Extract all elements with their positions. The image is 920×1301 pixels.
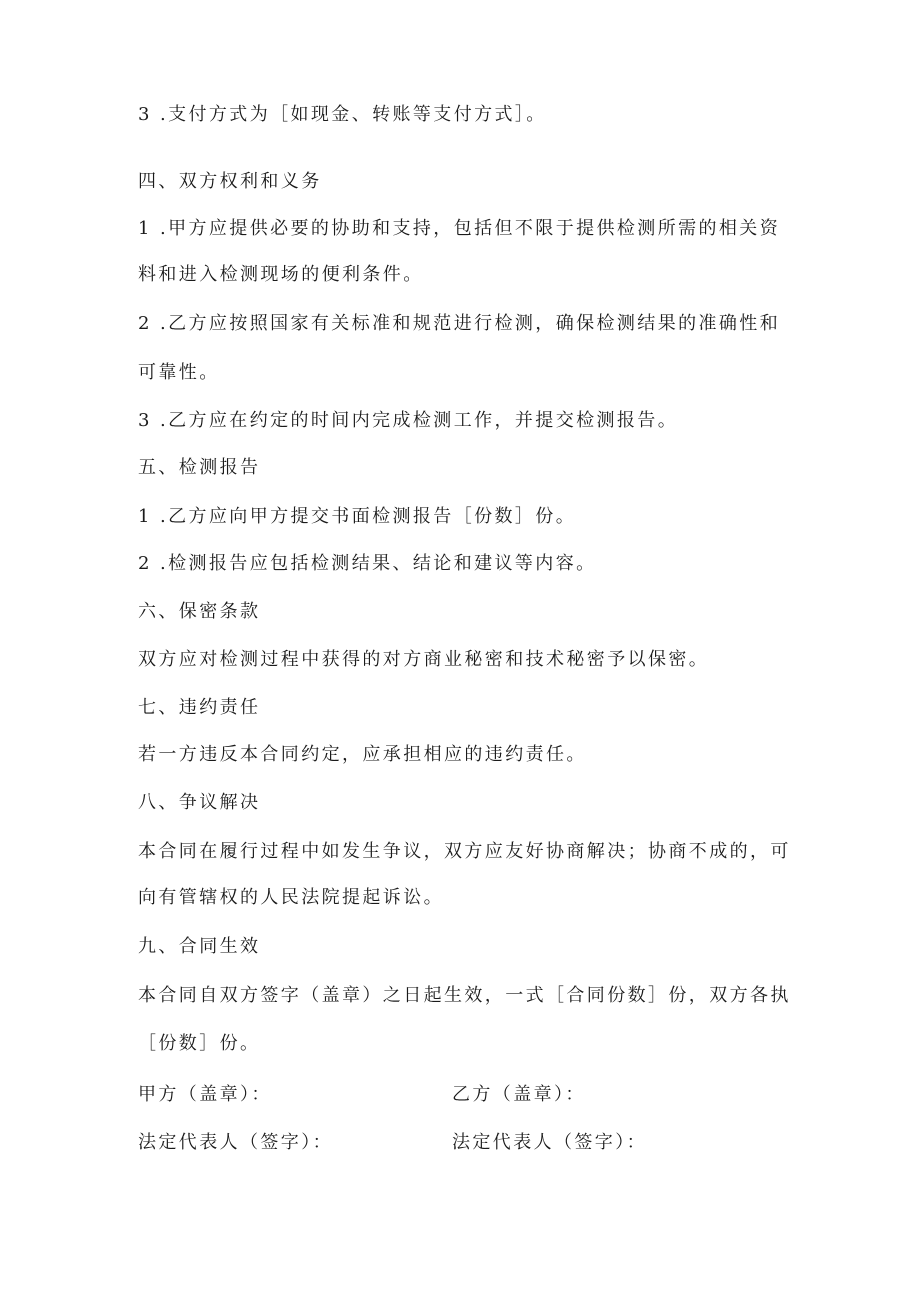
party-b-representative-label: 法定代表人（签字）： [452,1132,647,1153]
section-5-item-1: 1 .乙方应向甲方提交书面检测报告［份数］份。 [138,506,577,527]
section-4-item-1-line-1: 1 .甲方应提供必要的协助和支持，包括但不限于提供检测所需的相关资 [138,218,781,239]
section-9-title: 九、合同生效 [138,936,261,957]
section-6-text: 双方应对检测过程中获得的对方商业秘密和技术秘密予以保密。 [138,649,710,670]
party-a-representative-label: 法定代表人（签字）： [138,1132,333,1153]
section-4-title: 四、双方权利和义务 [138,171,322,192]
section-5-item-2: 2 .检测报告应包括检测结果、结论和建议等内容。 [138,553,597,574]
party-a-seal-label: 甲方（盖章）： [138,1084,272,1105]
section-5-title: 五、检测报告 [138,457,261,478]
section-7-text: 若一方违反本合同约定，应承担相应的违约责任。 [138,744,587,765]
section-8-line-2: 向有管辖权的人民法院提起诉讼。 [138,887,444,908]
section-4-item-3: 3 .乙方应在约定的时间内完成检测工作，并提交检测报告。 [138,410,679,431]
section-8-line-1: 本合同在履行过程中如发生争议，双方应友好协商解决；协商不成的，可 [138,841,791,862]
section-6-title: 六、保密条款 [138,601,261,622]
section-9-line-2: ［份数］份。 [138,1033,261,1054]
section-4-item-2-line-1: 2 .乙方应按照国家有关标准和规范进行检测，确保检测结果的准确性和 [138,313,781,334]
payment-item-3: 3 .支付方式为［如现金、转账等支付方式］。 [138,104,547,125]
section-8-title: 八、争议解决 [138,792,261,813]
party-b-seal-label: 乙方（盖章）： [452,1084,586,1105]
section-7-title: 七、违约责任 [138,697,261,718]
section-4-item-1-line-2: 料和进入检测现场的便利条件。 [138,264,424,285]
section-4-item-2-line-2: 可靠性。 [138,362,220,383]
section-9-line-1: 本合同自双方签字（盖章）之日起生效，一式［合同份数］份，双方各执 [138,985,791,1006]
